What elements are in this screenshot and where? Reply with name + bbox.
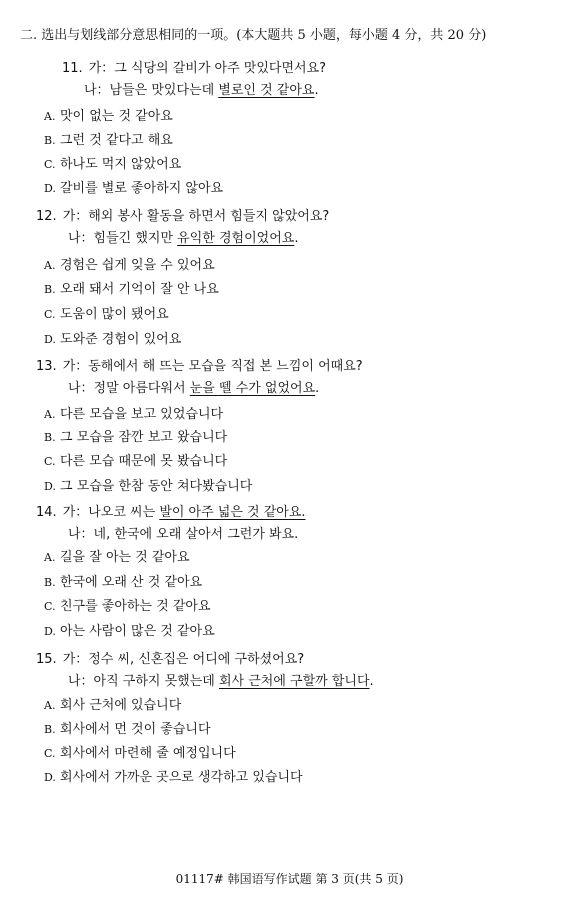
option-letter: B. bbox=[44, 283, 56, 296]
option-text: 길을 잘 아는 것 같아요 bbox=[60, 550, 190, 565]
option-letter: D. bbox=[44, 480, 56, 493]
option-14-d[interactable] bbox=[44, 623, 215, 641]
question-line-b bbox=[68, 526, 298, 544]
option-11-c[interactable] bbox=[44, 156, 181, 174]
option-12-c[interactable] bbox=[44, 306, 169, 324]
option-text: 도와준 경험이 있어요 bbox=[60, 332, 182, 347]
option-13-d[interactable] bbox=[44, 478, 252, 496]
option-14-b[interactable] bbox=[44, 574, 202, 592]
option-letter: A. bbox=[44, 551, 56, 564]
option-text: 다른 모습을 보고 있었습니다 bbox=[60, 407, 224, 422]
option-text: 경험은 쉽게 잊을 수 있어요 bbox=[60, 258, 215, 273]
option-14-a[interactable] bbox=[44, 549, 190, 567]
speaker-b-text: 나：힘들긴 했지만 bbox=[68, 231, 178, 246]
option-letter: C. bbox=[44, 308, 56, 321]
option-text: 회사에서 먼 것이 좋습니다 bbox=[60, 722, 211, 737]
speaker-b-text: 나：아직 구하지 못했는데 bbox=[68, 674, 219, 689]
option-letter: C. bbox=[44, 158, 56, 171]
punctuation: . bbox=[369, 674, 374, 689]
option-15-b[interactable] bbox=[44, 721, 211, 739]
option-11-d[interactable] bbox=[44, 180, 223, 198]
option-12-b[interactable] bbox=[44, 281, 219, 299]
option-text: 갈비를 별로 좋아하지 않아요 bbox=[60, 181, 224, 196]
option-text: 다른 모습 때문에 못 봤습니다 bbox=[60, 454, 228, 469]
option-letter: C. bbox=[44, 455, 56, 468]
option-letter: C. bbox=[44, 600, 56, 613]
option-15-c[interactable] bbox=[44, 745, 236, 763]
option-text: 한국에 오래 산 것 같아요 bbox=[60, 575, 203, 590]
speaker-a-text: 가：나오코 씨는 bbox=[62, 505, 160, 520]
question-line-b bbox=[68, 230, 298, 248]
option-text: 그 모습을 한참 동안 쳐다봤습니다 bbox=[60, 479, 253, 494]
underlined-phrase: 회사 근처에 구할까 합니다 bbox=[218, 674, 370, 689]
option-15-a[interactable] bbox=[44, 697, 181, 715]
speaker-b-text: 나：남들은 맛있다는데 bbox=[84, 83, 219, 98]
option-letter: D. bbox=[44, 182, 56, 195]
option-letter: C. bbox=[44, 747, 56, 760]
underlined-phrase: 발이 아주 넓은 것 같아요. bbox=[159, 505, 306, 520]
question-number: 14. bbox=[36, 505, 57, 520]
option-13-a[interactable] bbox=[44, 406, 223, 424]
speaker-a-text: 가：동해에서 해 뜨는 모습을 직접 본 느낌이 어때요? bbox=[62, 359, 363, 374]
underlined-phrase: 유익한 경험이었어요 bbox=[177, 231, 295, 246]
speaker-b-text: 나：정말 아름다워서 bbox=[68, 381, 190, 396]
question-line-a bbox=[36, 504, 306, 522]
option-letter: B. bbox=[44, 576, 56, 589]
underlined-phrase: 눈을 뗄 수가 없었어요 bbox=[189, 381, 316, 396]
option-text: 도움이 많이 됐어요 bbox=[60, 307, 169, 322]
option-12-d[interactable] bbox=[44, 331, 181, 349]
question-line-b bbox=[68, 673, 374, 691]
question-number: 13. bbox=[36, 359, 57, 374]
section-title: 二. 选出与划线部分意思相同的一项。(本大题共 5 小题，每小题 4 分，共 20 分) bbox=[20, 28, 487, 43]
option-letter: B. bbox=[44, 431, 56, 444]
speaker-a-text: 가：그 식당의 갈비가 아주 맛있다면서요? bbox=[88, 61, 327, 76]
page-footer: 01117# 韩国语写作试题 第 3 页(共 5 页) bbox=[175, 872, 404, 886]
option-letter: B. bbox=[44, 723, 56, 736]
question-number: 15. bbox=[36, 652, 57, 667]
question-line-b bbox=[84, 82, 319, 100]
speaker-a-text: 가：해외 봉사 활동을 하면서 힘들지 않았어요? bbox=[62, 209, 330, 224]
question-line-a bbox=[62, 60, 326, 78]
speaker-a-text: 가：정수 씨, 신혼집은 어디에 구하셨어요? bbox=[62, 652, 305, 667]
option-letter: A. bbox=[44, 110, 56, 123]
question-number: 12. bbox=[36, 209, 57, 224]
option-letter: D. bbox=[44, 771, 56, 784]
option-letter: A. bbox=[44, 259, 56, 272]
question-line-a bbox=[36, 358, 363, 376]
option-letter: D. bbox=[44, 625, 56, 638]
option-text: 회사에서 마련해 줄 예정입니다 bbox=[60, 746, 236, 761]
option-text: 오래 돼서 기억이 잘 안 나요 bbox=[60, 282, 219, 297]
option-text: 그 모습을 잠깐 보고 왔습니다 bbox=[60, 430, 228, 445]
option-text: 맛이 없는 것 같아요 bbox=[60, 109, 173, 124]
option-letter: A. bbox=[44, 699, 56, 712]
option-letter: D. bbox=[44, 333, 56, 346]
option-14-c[interactable] bbox=[44, 598, 211, 616]
speaker-b-text: 나：네, 한국에 오래 살아서 그런가 봐요. bbox=[68, 527, 299, 542]
question-line-a bbox=[36, 651, 304, 669]
underlined-phrase: 별로인 것 같아요 bbox=[218, 83, 315, 98]
question-line-b bbox=[68, 380, 319, 398]
option-text: 아는 사람이 많은 것 같아요 bbox=[60, 624, 215, 639]
option-text: 회사에서 가까운 곳으로 생각하고 있습니다 bbox=[60, 770, 303, 785]
option-15-d[interactable] bbox=[44, 769, 303, 787]
option-11-a[interactable] bbox=[44, 108, 173, 126]
option-13-b[interactable] bbox=[44, 429, 227, 447]
option-13-c[interactable] bbox=[44, 453, 227, 471]
option-text: 회사 근처에 있습니다 bbox=[60, 698, 182, 713]
option-letter: A. bbox=[44, 408, 56, 421]
option-text: 그런 것 같다고 해요 bbox=[60, 133, 173, 148]
question-line-a bbox=[36, 208, 329, 226]
punctuation: . bbox=[314, 83, 319, 98]
option-text: 하나도 먹지 않았어요 bbox=[60, 157, 182, 172]
option-text: 친구를 좋아하는 것 같아요 bbox=[60, 599, 211, 614]
punctuation: . bbox=[294, 231, 299, 246]
option-12-a[interactable] bbox=[44, 257, 215, 275]
option-letter: B. bbox=[44, 134, 56, 147]
question-number: 11. bbox=[62, 61, 83, 76]
punctuation: . bbox=[315, 381, 320, 396]
option-11-b[interactable] bbox=[44, 132, 173, 150]
